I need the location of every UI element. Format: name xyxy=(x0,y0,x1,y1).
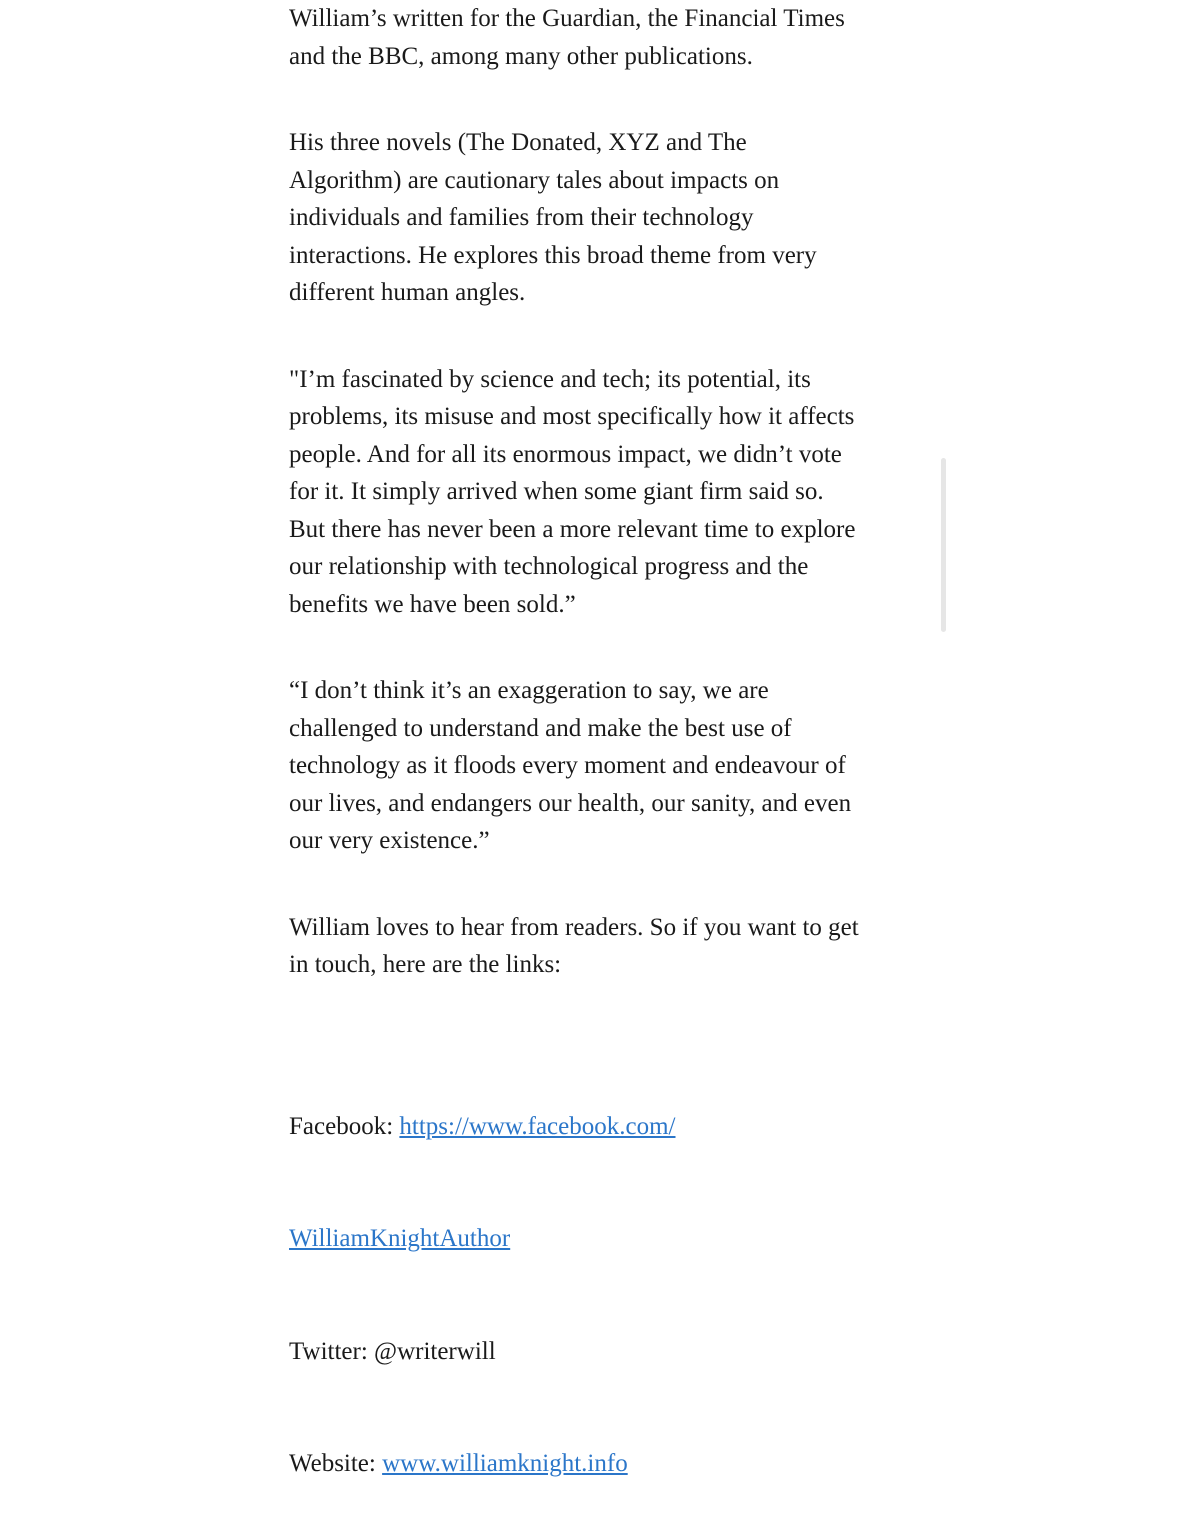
paragraph-gap xyxy=(289,984,919,1033)
facebook-line xyxy=(289,1070,919,1145)
paragraph-publications: William’s written for the Guardian, the Financial Times and the BBC, among many other publications. xyxy=(289,0,919,75)
twitter-handle: @writerwill xyxy=(374,1338,496,1365)
paragraph-gap xyxy=(289,312,919,361)
twitter-line xyxy=(289,1295,919,1370)
paragraph-gap xyxy=(289,75,919,124)
paragraph-quote-exaggeration: “I don’t think it’s an exaggeration to say, we are challenged to understand and make the best use of technology as it floods every moment and endeavour of our lives, and endangers our health, our sanity, and even our very existence.” xyxy=(289,672,919,860)
paragraph-contact: William loves to hear from readers. So if you want to get in touch, here are the links: xyxy=(289,909,919,984)
twitter-label: Twitter: xyxy=(289,1338,374,1365)
facebook-link[interactable]: https://www.facebook.com/ xyxy=(399,1113,675,1140)
article-body xyxy=(289,0,919,1520)
scrollbar-thumb[interactable] xyxy=(941,458,946,632)
paragraph-novels: His three novels (The Donated, XYZ and The Algorithm) are cautionary tales about impacts on individuals and families from their technology interactions. He explores this broad theme from very different human angles. xyxy=(289,124,919,312)
contact-links xyxy=(289,1033,919,1520)
paragraph-gap xyxy=(289,623,919,672)
website-label: Website: xyxy=(289,1450,382,1477)
facebook-line-continued xyxy=(289,1183,919,1258)
paragraph-quote-fascinated: "I’m fascinated by science and tech; its potential, its problems, its misuse and most specifically how it affects people. And for all its enormous impact, we didn’t vote for it. It simply arrived when some giant firm said so. But there has never been a more relevant time to explore our relationship with technological progress and the benefits we have been sold.” xyxy=(289,361,919,624)
facebook-link-continued[interactable]: WilliamKnightAuthor xyxy=(289,1225,510,1252)
website-link[interactable]: www.williamknight.info xyxy=(382,1450,628,1477)
paragraph-gap xyxy=(289,860,919,909)
facebook-label: Facebook: xyxy=(289,1113,399,1140)
website-line xyxy=(289,1408,919,1483)
